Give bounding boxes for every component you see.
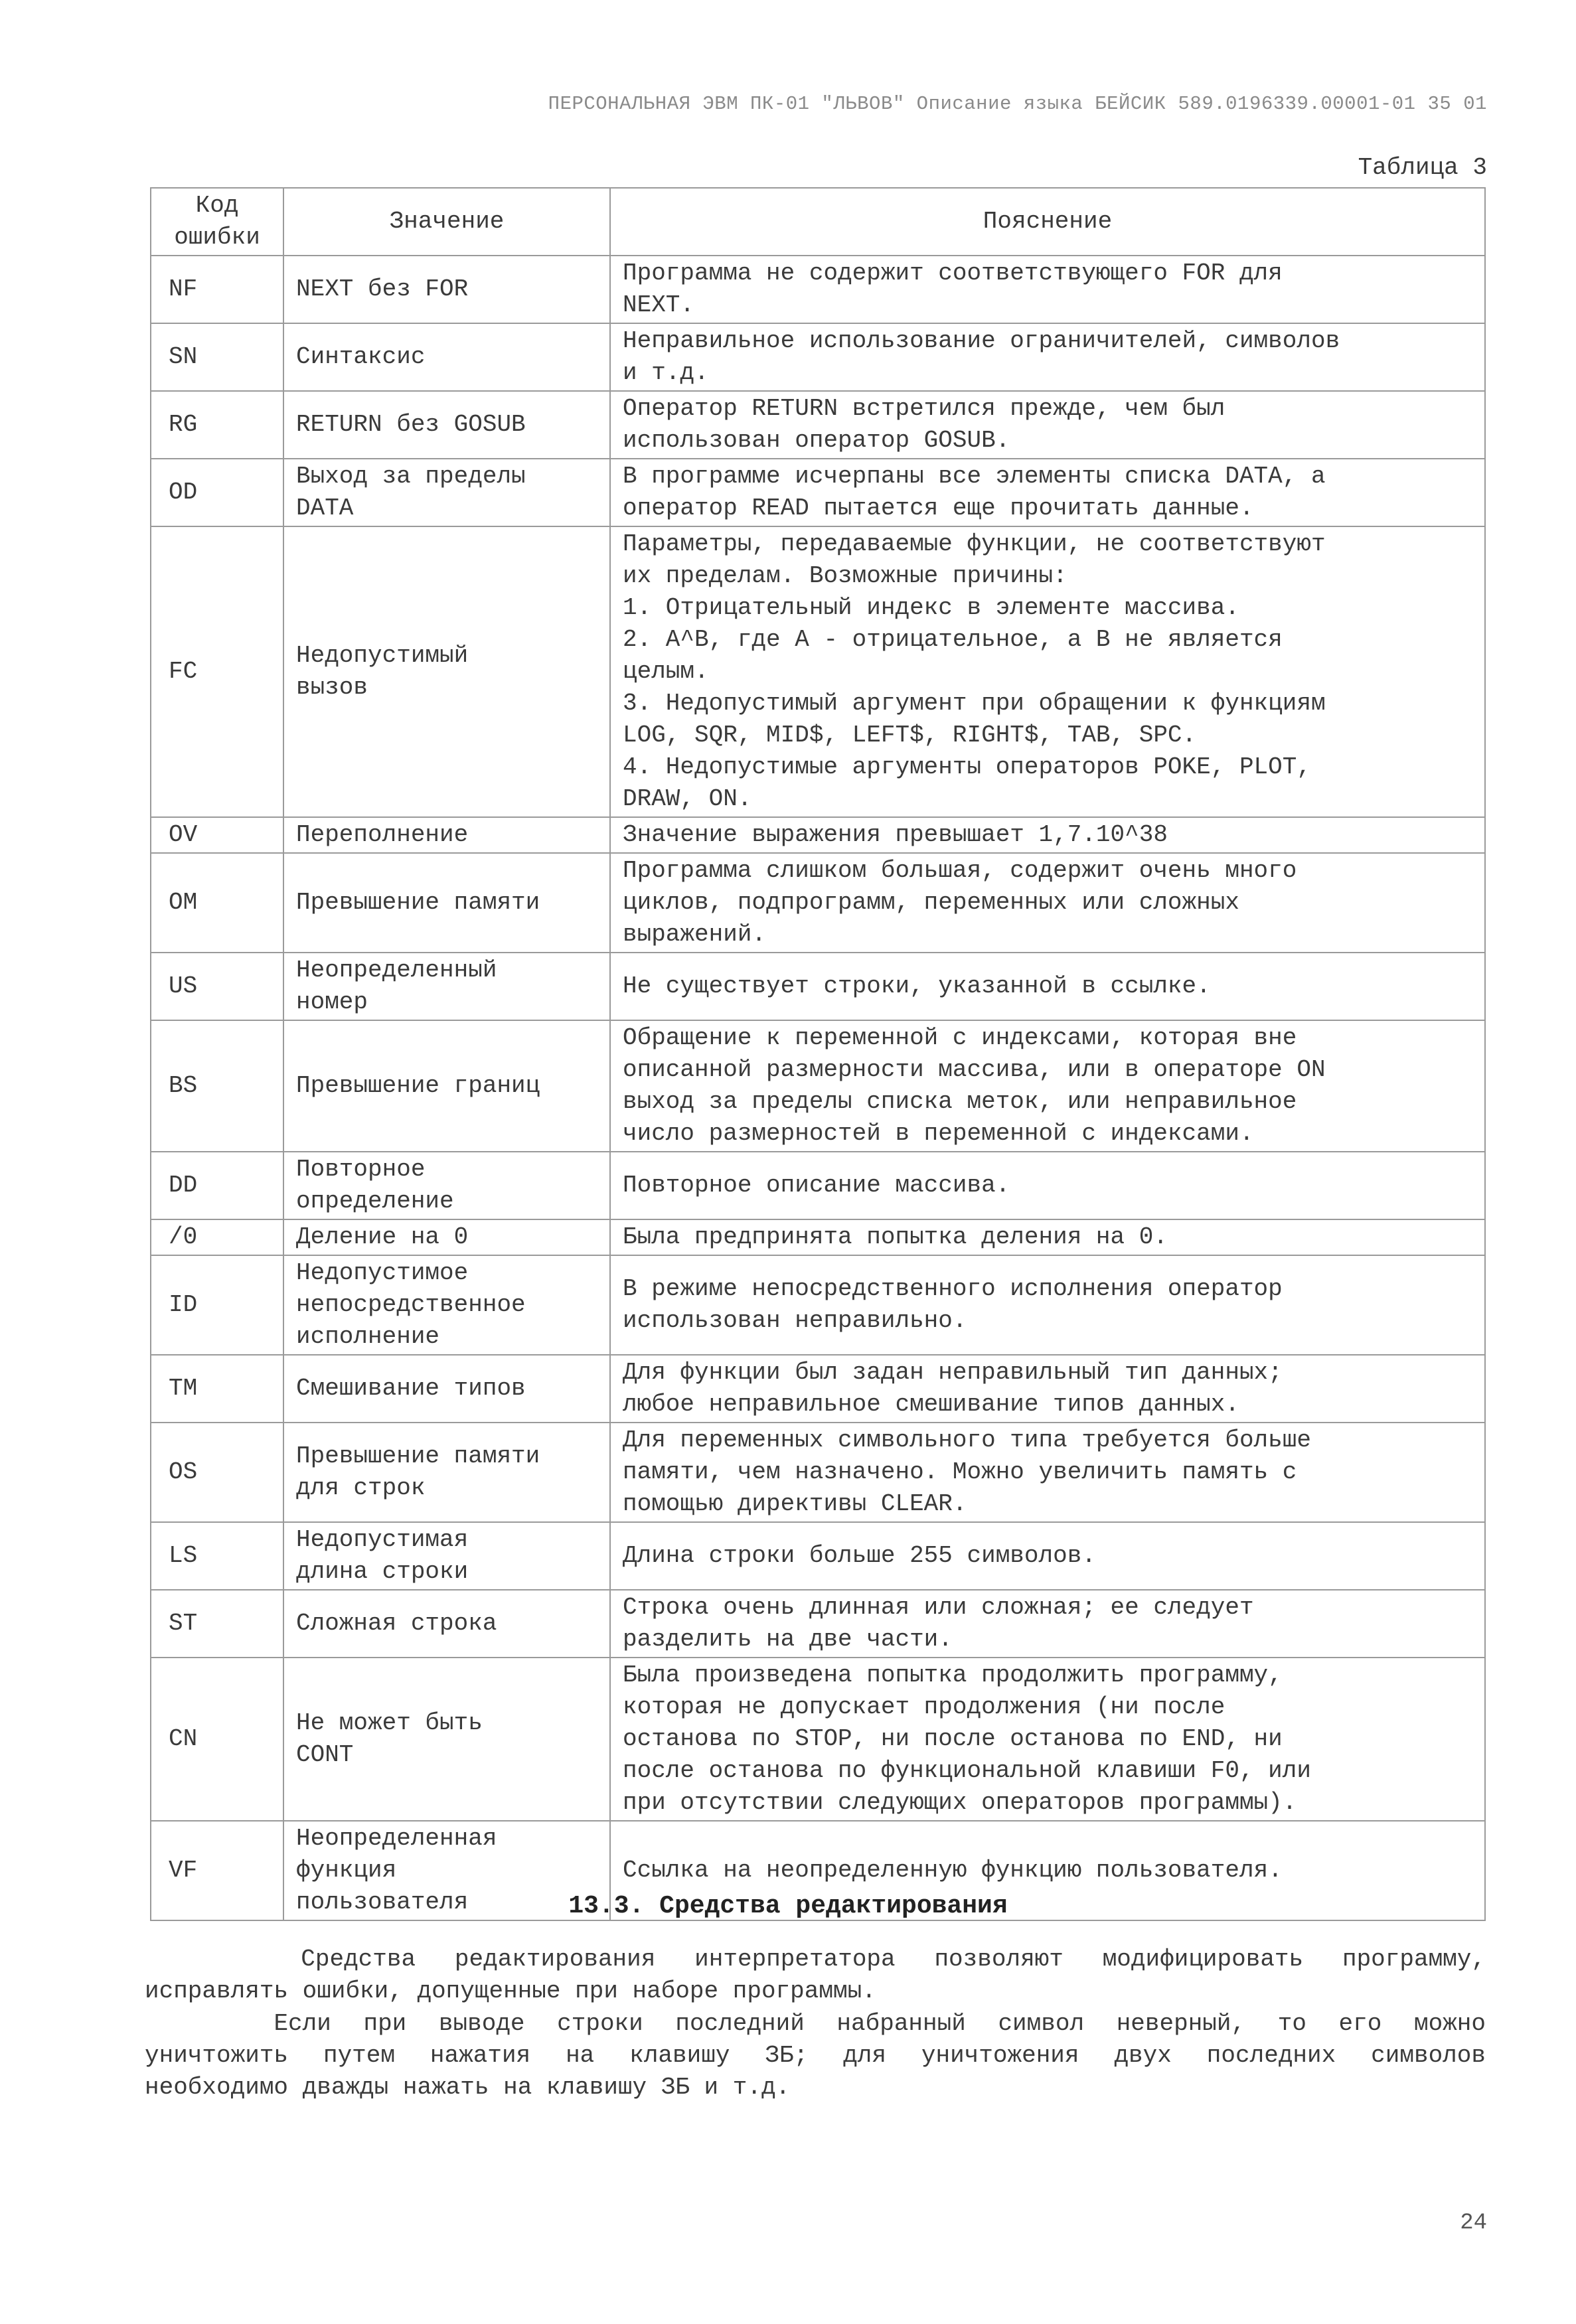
error-code-cell: /0: [151, 1219, 283, 1255]
error-meaning-cell: Превышение границ: [283, 1020, 610, 1152]
table-row: [151, 1255, 1485, 1355]
error-explanation-cell: Строка очень длинная или сложная; ее следует разделить на две части.: [610, 1590, 1485, 1658]
paragraph-editing-intro: [145, 1944, 1486, 2007]
error-code-cell: OD: [151, 459, 283, 526]
error-code-cell: DD: [151, 1152, 283, 1219]
error-explanation-cell: Программа слишком большая, содержит очень много циклов, подпрограмм, переменных или сложных выражений.: [610, 853, 1485, 953]
error-code-cell: BS: [151, 1020, 283, 1152]
error-meaning-cell: Переполнение: [283, 817, 610, 853]
error-explanation-cell: Была произведена попытка продолжить программу, которая не допускает продолжения (ни после останова по STOP, ни после останова по END, ни после останова по функциональной клавиши F0, или при отсутствии следующих операторов программы).: [610, 1658, 1485, 1821]
error-explanation-cell: Не существует строки, указанной в ссылке.: [610, 953, 1485, 1020]
error-explanation-cell: Длина строки больше 255 символов.: [610, 1522, 1485, 1590]
error-meaning-cell: RETURN без GOSUB: [283, 391, 610, 459]
table-row: [151, 1355, 1485, 1423]
table-row: [151, 1423, 1485, 1522]
column-header-explanation: Пояснение: [610, 188, 1485, 256]
error-explanation-cell: В режиме непосредственного исполнения оператор использован неправильно.: [610, 1255, 1485, 1355]
error-code-cell: OS: [151, 1423, 283, 1522]
table-row: [151, 526, 1485, 817]
error-code-cell: US: [151, 953, 283, 1020]
paragraph-line: Средства редактирования интерпретатора позволяют модифицировать программу,: [145, 1946, 1486, 1973]
error-meaning-cell: Деление на 0: [283, 1219, 610, 1255]
table-row: [151, 1152, 1485, 1219]
table-row: [151, 1658, 1485, 1821]
table-header-row: [151, 188, 1485, 256]
error-codes-table: [150, 187, 1486, 1921]
running-header: ПЕРСОНАЛЬНАЯ ЭВМ ПК-01 "ЛЬВОВ" Описание языка БЕЙСИК 589.0196339.00001-01 35 01: [548, 93, 1487, 115]
table-caption: Таблица 3: [1358, 154, 1487, 181]
error-code-cell: VF: [151, 1821, 283, 1920]
error-code-cell: OV: [151, 817, 283, 853]
error-explanation-cell: Была предпринята попытка деления на 0.: [610, 1219, 1485, 1255]
paragraph-line: Если при выводе строки последний набранный символ неверный, то его можно: [145, 2010, 1486, 2037]
error-meaning-cell: Синтаксис: [283, 323, 610, 391]
column-header-meaning: Значение: [283, 188, 610, 256]
error-explanation-cell: В программе исчерпаны все элементы списка DATA, а оператор READ пытается еще прочитать данные.: [610, 459, 1485, 526]
paragraph-line: необходимо дважды нажать на клавишу ЗБ и т.д.: [145, 2074, 791, 2101]
page-number: 24: [1460, 2210, 1487, 2236]
error-meaning-cell: Повторное определение: [283, 1152, 610, 1219]
paragraph-line: уничтожить путем нажатия на клавишу ЗБ; для уничтожения двух последних символов: [145, 2042, 1486, 2069]
error-meaning-cell: Сложная строка: [283, 1590, 610, 1658]
error-meaning-cell: NEXT без FOR: [283, 256, 610, 323]
error-explanation-cell: Обращение к переменной с индексами, которая вне описанной размерности массива, или в операторе ON выход за пределы списка меток, или неправильное число размерностей в переменной с индексами.: [610, 1020, 1485, 1152]
table-row: [151, 1219, 1485, 1255]
paragraph-line: исправлять ошибки, допущенные при наборе программы.: [145, 1977, 876, 2005]
error-code-cell: OM: [151, 853, 283, 953]
error-meaning-cell: Превышение памяти: [283, 853, 610, 953]
table-row: [151, 817, 1485, 853]
column-header-code: Код ошибки: [151, 188, 283, 256]
table-row: [151, 1590, 1485, 1658]
table-row: [151, 256, 1485, 323]
error-explanation-cell: Оператор RETURN встретился прежде, чем был использован оператор GOSUB.: [610, 391, 1485, 459]
error-meaning-cell: Выход за пределы DATA: [283, 459, 610, 526]
paragraph-editing-delete: [145, 2008, 1486, 2104]
error-code-cell: SN: [151, 323, 283, 391]
error-code-cell: CN: [151, 1658, 283, 1821]
error-code-cell: NF: [151, 256, 283, 323]
error-explanation-cell: Неправильное использование ограничителей, символов и т.д.: [610, 323, 1485, 391]
error-explanation-cell: Параметры, передаваемые функции, не соответствуют их пределам. Возможные причины: 1. Отрицательный индекс в элементе массива. 2. A^B, где A - отрицательное, а B не является целым. 3. Недопустимый аргумент при обращении к функциям LOG, SQR, MID$, LEFT$, RIGHT$, TAB, SPC. 4. Недопустимые аргументы операторов POKE, PLOT, DRAW, ON.: [610, 526, 1485, 817]
table-row: [151, 323, 1485, 391]
error-explanation-cell: Программа не содержит соответствующего FOR для NEXT.: [610, 256, 1485, 323]
error-explanation-cell: Для переменных символьного типа требуется больше памяти, чем назначено. Можно увеличить память с помощью директивы CLEAR.: [610, 1423, 1485, 1522]
table-row: [151, 391, 1485, 459]
table-row: [151, 459, 1485, 526]
error-explanation-cell: Повторное описание массива.: [610, 1152, 1485, 1219]
error-meaning-cell: Недопустимый вызов: [283, 526, 610, 817]
table-row: [151, 953, 1485, 1020]
table-row: [151, 1020, 1485, 1152]
error-meaning-cell: Неопределенный номер: [283, 953, 610, 1020]
section-title: 13.3. Средства редактирования: [568, 1892, 1008, 1920]
error-meaning-cell: Недопустимое непосредственное исполнение: [283, 1255, 610, 1355]
error-code-cell: TM: [151, 1355, 283, 1423]
table-row: [151, 853, 1485, 953]
error-code-cell: ST: [151, 1590, 283, 1658]
error-explanation-cell: Для функции был задан неправильный тип данных; любое неправильное смешивание типов данных.: [610, 1355, 1485, 1423]
error-meaning-cell: Превышение памяти для строк: [283, 1423, 610, 1522]
error-code-cell: FC: [151, 526, 283, 817]
error-meaning-cell: Смешивание типов: [283, 1355, 610, 1423]
table-row: [151, 1522, 1485, 1590]
error-explanation-cell: Ссылка на неопределенную функцию пользователя.: [610, 1821, 1485, 1920]
error-code-cell: LS: [151, 1522, 283, 1590]
error-code-cell: ID: [151, 1255, 283, 1355]
error-meaning-cell: Недопустимая длина строки: [283, 1522, 610, 1590]
error-meaning-cell: Не может быть CONT: [283, 1658, 610, 1821]
error-explanation-cell: Значение выражения превышает 1,7.10^38: [610, 817, 1485, 853]
error-code-cell: RG: [151, 391, 283, 459]
error-meaning-cell: Неопределенная функция пользователя: [283, 1821, 610, 1920]
